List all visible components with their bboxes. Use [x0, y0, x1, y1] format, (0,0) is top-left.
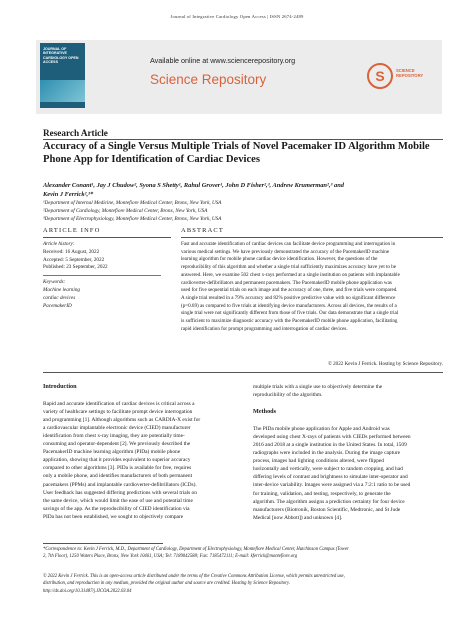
abstract-line: (p=0.69) as compared to five trials at identifying device manufacturers. Across all devices, the results of a [181, 302, 397, 309]
body-line: process, images had lighting conditions altered, were flipped [253, 458, 384, 465]
repository-name: Science Repository [150, 72, 267, 87]
footnote-line: distribution, and reproduction in any medium, provided the original author and source are credited. Hosting by Science Repository. [43, 581, 290, 587]
body-line: algorithm. The algorithm assigns a prediction certainty for four device [253, 498, 405, 505]
footnote-line: © 2022 Kevin J Ferrick. This is an open-access article distributed under the terms of the Creative Commons Attribution License, which permits unrestricted use, [43, 574, 345, 579]
article-info-heading: ARTICLE INFO [43, 227, 101, 234]
abstract-line: Fast and accurate identification of cardiac devices can facilitate device programming and interrogation in [181, 241, 396, 247]
body-line: compared to other algorithms [3]. PIDa is available for free, requires [43, 465, 192, 472]
abstract-line: used for five sequential trials on each image and the accuracy of one, three, and five trials were compared. [181, 287, 398, 294]
body-line: reproducibility of the algorithm. [253, 392, 323, 399]
correspondence-footnote [43, 546, 443, 561]
abstract-body [181, 241, 443, 333]
divider [181, 237, 443, 238]
body-line: manufacturers (Biotronik, Boston Scientific, Medtronic, and St Jude [253, 506, 401, 513]
license-footnote [43, 573, 443, 595]
science-repository-logo-icon [367, 63, 393, 89]
authors-line: Kevin J Ferrick²,³* [43, 190, 94, 198]
abstract-line: rapid identification for prompt programming and interrogation of cardiac devices. [181, 325, 348, 332]
journal-cover-thumbnail [40, 43, 85, 108]
abstract-line: answered. Here, we examine 502 chest x-rays performed at a single institution on patients with implantable [181, 271, 400, 278]
introduction-heading: Introduction [43, 383, 77, 390]
article-type: Research Article [43, 128, 108, 138]
body-line: User feedback has suggested differing predictions with several trials on [43, 489, 197, 496]
abstract-line: A single trial resulted in a 79% accuracy and 82% positive predictive value with no significant difference [181, 294, 396, 301]
abstract-heading: ABSTRACT [181, 227, 224, 234]
logo-text: SCIENCE REPOSITORY [396, 68, 424, 78]
body-line: only a mobile phone, and identifies manufacturers of both permanent [43, 473, 193, 480]
divider [43, 372, 443, 373]
keyword: Machine learning [43, 286, 81, 293]
footnote-line: *Correspondence to: Kevin J Ferrick, M.D., Department of Cardiology, Department of Electrophysiology, Montefiore Medical Center, Hutchinson Campus (Tower [43, 547, 349, 552]
body-line: a cardiovascular implantable electronic device (CIED) manufacturer [43, 425, 191, 432]
body-line: savings of the app. As the reproducibility of CIED identification via [43, 505, 190, 512]
received-date: Received: 16 August, 2022 [43, 248, 100, 255]
body-line: the same device, which would limit the ease of use and potential time [43, 497, 193, 504]
article-info [43, 241, 171, 310]
body-line: identification from chest x-ray imaging, they are potentially time- [43, 433, 185, 440]
body-line: 2016 and 2018 at a single institution in the United States. In total, 1509 [253, 442, 407, 449]
body-line: developed using chest X-rays of patients with CIEDs performed between [253, 434, 411, 441]
body-line: The PIDa mobile phone application for Apple and Android was [253, 426, 390, 433]
abstract-line: single trial were not significantly different from those of five trials. Our data demonstrate that a single trial [181, 310, 399, 317]
abstract-line: is sufficient to maximize diagnostic accuracy with the PacemakerID mobile phone application, facilitating [181, 318, 398, 325]
body-line: consuming and operator-dependent [2]. We previously described the [43, 441, 191, 448]
body-line: application, showing that it provides equivalent to superior accuracy [43, 457, 191, 464]
body-line: differing levels of contrast and brightness to simulate inter-operator and [253, 474, 408, 481]
body-line: variety of healthcare settings to facilitate prompt device interrogation [43, 409, 193, 416]
body-line: Medical [now Abbott]) and unknown [4]. [253, 514, 343, 521]
keywords-label: Keywords: [43, 275, 161, 287]
affiliation: ³Department of Electrophysiology, Montefiore Medical Center, Bronx, New York, USA [43, 215, 222, 222]
abstract-line: cardioverter-defibrillators and permanent pacemakers. The PacemakerID mobile phone application was [181, 279, 392, 286]
cover-graphic [40, 80, 85, 102]
body-line: and programming [1]. Although algorithms such as CARDIA-X exist for [43, 417, 201, 424]
abstract-line: various medical settings. We have previously demonstrated the accuracy of the PacemakerID machine [181, 248, 390, 255]
keyword: cardiac devices [43, 294, 76, 301]
affiliations [43, 200, 221, 223]
keyword: PacemakerID [43, 302, 72, 309]
availability-text: Available online at www.sciencerepository.org [150, 56, 296, 65]
body-line: horizontally and vertically, were subject to random cropping, and had [253, 466, 403, 473]
history-label: Article history: [43, 241, 75, 247]
abstract-copyright: © 2022 Kevin J Ferrick. Hosting by Science Repository. [327, 361, 443, 367]
affiliation: ²Department of Cardiology, Montefiore Medical Center, Bronx, New York, USA [43, 207, 208, 214]
right-column [253, 383, 443, 522]
body-line: radiographs were included in the analysis. During the image capture [253, 450, 400, 457]
body-line: PacemakerID machine learning algorithm (PIDa) mobile phone [43, 449, 181, 456]
logo-letter: S [375, 68, 385, 84]
divider [43, 139, 443, 140]
body-line: PIDa has not been established, we sought to objectively compare [43, 513, 184, 520]
methods-heading: Methods [253, 408, 277, 416]
body-line: Rapid and accurate identification of cardiac devices is critical across a [43, 401, 195, 408]
authors-line: Alexander Conant¹, Jay J Chudow², Syona S Shetty¹, Rahul Grover¹, John D Fisher²,³, Andrew Krumerman²,³ and [43, 182, 344, 189]
cover-title: JOURNAL OF INTEGRATIVE CARDIOLOGY OPEN ACCESS [43, 47, 79, 65]
body-line: for training, validation, and testing, respectively, to generate the [253, 490, 391, 497]
accepted-date: Accepted: 5 September, 2022 [43, 256, 105, 263]
body-line: pacemakers (PPMs) and implantable cardioverter-defibrillators (ICDs). [43, 481, 197, 488]
abstract-line: reproducibility of this algorithm and whether a single trial sufficiently maximizes accuracy have yet to be [181, 264, 397, 271]
published-date: Published: 23 September, 2022 [43, 264, 108, 271]
abstract-line: learning algorithm for mobile phone cardiac device identification. However, the questions of the [181, 256, 378, 263]
body-line: multiple trials with a single use to objectively determine the [253, 384, 383, 390]
footnote-divider [43, 543, 163, 544]
footnote-line: 2, 7th Floor), 1250 Waters Place, Bronx, New York 10461, USA; Tel: 7189042588; Fax: 7185472111; E-mail: kferrick@montefiore.org [43, 554, 298, 560]
affiliation: ¹Department of Internal Medicine, Montefiore Medical Center, Bronx, New York, USA [43, 200, 222, 206]
doi-link[interactable]: http://dx.doi.org/10.31487/j.JICOA.2022.03.04 [43, 588, 132, 594]
journal-header: Journal of Integrative Cardiology Open Access | ISSN 2674-2489 [170, 14, 304, 19]
author-list [43, 182, 443, 199]
divider [43, 237, 171, 238]
introduction-section [43, 383, 239, 521]
body-line: inter-device variability. Images were assigned via a 7:2:1 ratio to be used [253, 482, 411, 489]
article-title: Accuracy of a Single Versus Multiple Trials of Novel Pacemaker ID Algorithm Mobile Phone App for Identification of Cardiac Devices [43, 141, 430, 165]
